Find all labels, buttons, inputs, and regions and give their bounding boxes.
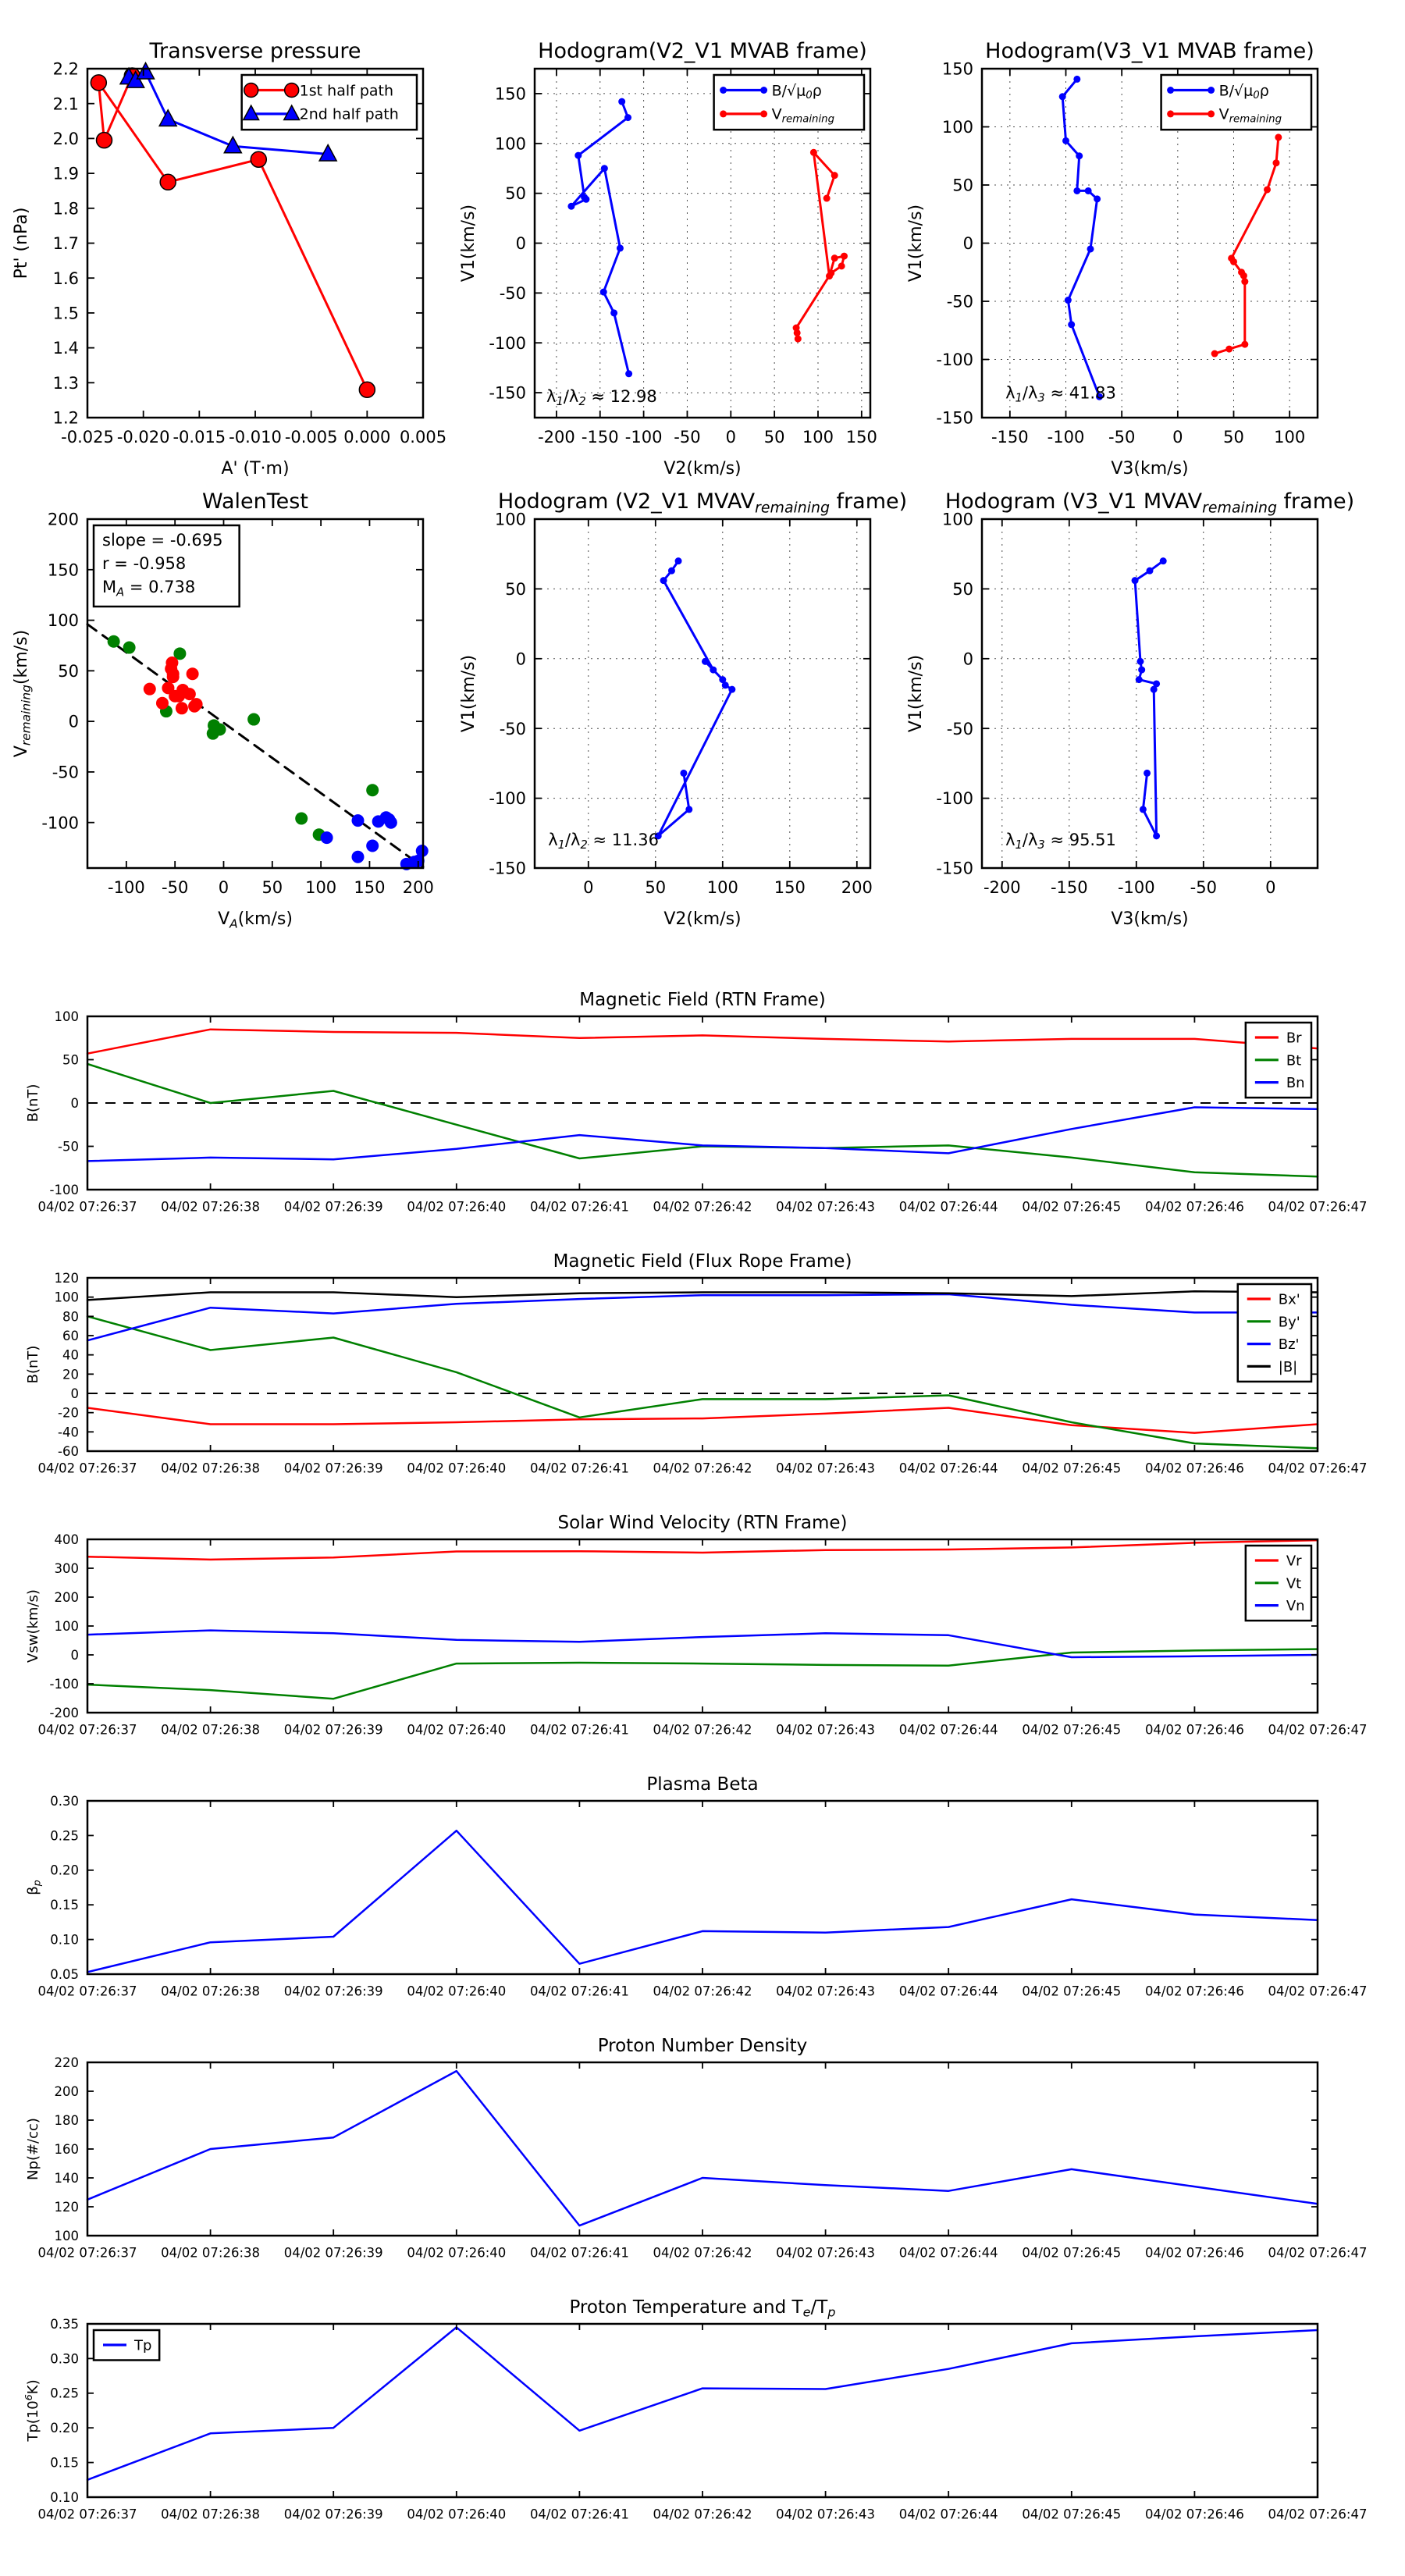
svg-text:-60: -60	[58, 1443, 79, 1459]
svg-text:04/02 07:26:38: 04/02 07:26:38	[161, 2245, 261, 2261]
svg-text:100: 100	[47, 611, 79, 631]
svg-text:-0.025: -0.025	[61, 428, 114, 447]
svg-text:V2(km/s): V2(km/s)	[663, 459, 742, 479]
svg-text:50: 50	[645, 878, 667, 897]
svg-text:-20: -20	[58, 1405, 79, 1421]
svg-text:04/02 07:26:40: 04/02 07:26:40	[407, 1199, 507, 1215]
svg-text:100: 100	[494, 510, 526, 529]
svg-text:04/02 07:26:45: 04/02 07:26:45	[1022, 1199, 1122, 1215]
svg-text:-150: -150	[936, 859, 973, 878]
svg-text:λ1/λ3 ≈ 41.83: $\lambda_1/\lambda_3 \approx 41.83$	[1005, 383, 1116, 405]
svg-text:04/02 07:26:40: 04/02 07:26:40	[407, 2507, 507, 2522]
svg-text:0.25: 0.25	[50, 2386, 79, 2401]
svg-text:04/02 07:26:41: 04/02 07:26:41	[529, 2245, 629, 2261]
svg-text:-100: -100	[936, 350, 973, 370]
svg-text:0.000: 0.000	[343, 428, 391, 447]
chart-hodogram-v3v1-mvav	[906, 489, 1354, 929]
svg-text:04/02 07:26:42: 04/02 07:26:42	[653, 1199, 752, 1215]
svg-text:B(nT): B(nT)	[25, 1083, 41, 1123]
svg-text:0: 0	[1265, 878, 1276, 897]
svg-text:MA = 0.738: $M_A = 0.738$	[102, 578, 196, 600]
svg-text:1.5: 1.5	[52, 304, 79, 323]
chart-proton-number-density	[25, 2036, 1367, 2261]
chart-hodogram-v2v1-mvav	[459, 489, 907, 929]
svg-text:0.15: 0.15	[50, 1898, 79, 1913]
svg-text:λ1/λ3 ≈ 95.51: $\lambda_1/\lambda_3 \approx 95.51$	[1005, 830, 1116, 852]
svg-text:120: 120	[54, 1270, 79, 1286]
svg-text:200: 200	[841, 878, 873, 897]
svg-text:04/02 07:26:46: 04/02 07:26:46	[1144, 1984, 1244, 1999]
svg-text:04/02 07:26:43: 04/02 07:26:43	[776, 1461, 876, 1476]
svg-text:Proton Temperature and Te/Tp: Proton Temperature and $T_e/T_p$	[569, 2297, 836, 2320]
svg-text:100: 100	[802, 428, 834, 447]
svg-text:-0.015: -0.015	[173, 428, 226, 447]
svg-text:-40: -40	[58, 1425, 79, 1440]
chart-hodogram-v3v1-mvab	[906, 39, 1318, 479]
svg-text:Vr: Vr	[1286, 1553, 1302, 1570]
svg-text:Pt' (nPa): Pt' (nPa)	[12, 207, 31, 279]
svg-text:50: 50	[505, 579, 526, 599]
svg-text:04/02 07:26:38: 04/02 07:26:38	[161, 2507, 261, 2522]
svg-text:200: 200	[47, 510, 79, 529]
svg-text:04/02 07:26:44: 04/02 07:26:44	[898, 1199, 998, 1215]
chart-hodogram-v2v1-mvab	[459, 39, 877, 479]
svg-text:04/02 07:26:44: 04/02 07:26:44	[898, 1722, 998, 1738]
svg-text:Bz': Bz'	[1278, 1336, 1300, 1354]
svg-text:60: 60	[62, 1328, 79, 1343]
svg-text:-100: -100	[1047, 428, 1085, 447]
svg-text:04/02 07:26:37: 04/02 07:26:37	[37, 1984, 137, 1999]
svg-text:Hodogram (V2_V1 MVAVremaining: Hodogram (V2_V1 $MVAV_{remaining}$ frame)	[497, 489, 908, 517]
svg-text:150: 150	[845, 428, 877, 447]
svg-text:Hodogram(V2_V1 MVAB frame): Hodogram(V2_V1 MVAB frame)	[538, 39, 867, 63]
svg-text:0: 0	[70, 1095, 79, 1111]
svg-text:04/02 07:26:45: 04/02 07:26:45	[1022, 2245, 1122, 2261]
svg-text:-100: -100	[49, 1676, 79, 1692]
svg-text:-50: -50	[162, 878, 189, 897]
svg-text:-150: -150	[991, 428, 1029, 447]
svg-text:2.1: 2.1	[52, 94, 79, 114]
svg-text:-200: -200	[49, 1705, 79, 1720]
svg-text:200: 200	[402, 878, 434, 897]
svg-text:V1(km/s): V1(km/s)	[906, 204, 926, 283]
svg-text:-50: -50	[1108, 428, 1136, 447]
svg-text:04/02 07:26:47: 04/02 07:26:47	[1268, 2245, 1368, 2261]
svg-text:0.20: 0.20	[50, 2421, 79, 2436]
svg-text:-0.010: -0.010	[229, 428, 282, 447]
svg-text:04/02 07:26:47: 04/02 07:26:47	[1268, 1461, 1368, 1476]
chart-magnetic-field-flux-rope	[25, 1251, 1367, 1476]
svg-text:150: 150	[494, 84, 526, 104]
svg-text:04/02 07:26:42: 04/02 07:26:42	[653, 1722, 752, 1738]
svg-text:1.9: 1.9	[52, 164, 79, 183]
svg-text:V3(km/s): V3(km/s)	[1111, 909, 1189, 929]
svg-text:04/02 07:26:44: 04/02 07:26:44	[898, 1984, 998, 1999]
svg-text:0.30: 0.30	[50, 1793, 79, 1809]
svg-text:0: 0	[1172, 428, 1183, 447]
svg-text:2nd half path: 2nd half path	[299, 105, 399, 123]
svg-text:Vsw(km/s): Vsw(km/s)	[25, 1589, 41, 1663]
svg-text:160: 160	[54, 2141, 79, 2157]
svg-text:-50: -50	[499, 719, 526, 738]
svg-text:04/02 07:26:46: 04/02 07:26:46	[1144, 1461, 1244, 1476]
svg-text:04/02 07:26:43: 04/02 07:26:43	[776, 1984, 876, 1999]
svg-text:04/02 07:26:40: 04/02 07:26:40	[407, 1461, 507, 1476]
svg-text:0: 0	[962, 234, 973, 254]
svg-text:100: 100	[54, 1009, 79, 1024]
svg-text:2.0: 2.0	[52, 129, 79, 148]
svg-text:-150: -150	[936, 408, 973, 428]
svg-text:04/02 07:26:40: 04/02 07:26:40	[407, 1984, 507, 1999]
svg-text:04/02 07:26:45: 04/02 07:26:45	[1022, 1461, 1122, 1476]
svg-text:1.6: 1.6	[52, 269, 79, 288]
svg-text:50: 50	[952, 579, 973, 599]
svg-text:-0.020: -0.020	[116, 428, 170, 447]
svg-text:Vt: Vt	[1286, 1575, 1302, 1592]
svg-text:r = -0.958: r = -0.958	[102, 554, 187, 574]
svg-text:V1(km/s): V1(km/s)	[459, 204, 478, 283]
svg-text:04/02 07:26:38: 04/02 07:26:38	[161, 1461, 261, 1476]
svg-text:04/02 07:26:41: 04/02 07:26:41	[529, 1199, 629, 1215]
svg-text:04/02 07:26:39: 04/02 07:26:39	[283, 1722, 383, 1738]
svg-text:Bx': Bx'	[1278, 1291, 1300, 1308]
svg-text:Hodogram (V3_V1 MVAVremaining: Hodogram (V3_V1 $MVAV_{remaining}$ frame)	[944, 489, 1355, 517]
chart-solar-wind-velocity-rtn	[25, 1513, 1367, 1738]
svg-text:|B|: |B|	[1278, 1358, 1298, 1375]
svg-text:04/02 07:26:47: 04/02 07:26:47	[1268, 1984, 1368, 1999]
svg-text:150: 150	[774, 878, 806, 897]
svg-text:Hodogram(V3_V1 MVAB frame): Hodogram(V3_V1 MVAB frame)	[985, 39, 1314, 63]
svg-text:0: 0	[68, 712, 79, 731]
svg-text:04/02 07:26:39: 04/02 07:26:39	[283, 2507, 383, 2522]
svg-text:Bt: Bt	[1286, 1052, 1302, 1069]
svg-text:100: 100	[941, 118, 973, 137]
svg-text:B/√μ0ρ: $B/√\mu_0\rho$	[1218, 82, 1269, 102]
svg-text:200: 200	[54, 1589, 79, 1605]
svg-text:Vremaining(km/s): $V_{remaining}(km/s)$	[12, 629, 34, 758]
svg-text:-100: -100	[108, 878, 145, 897]
svg-text:04/02 07:26:38: 04/02 07:26:38	[161, 1722, 261, 1738]
svg-text:-200: -200	[983, 878, 1021, 897]
svg-text:λ1/λ2 ≈ 12.98: $\lambda_1/\lambda_2 \approx 12.98$	[546, 386, 657, 409]
svg-text:-50: -50	[58, 1139, 79, 1155]
svg-text:04/02 07:26:37: 04/02 07:26:37	[37, 1199, 137, 1215]
svg-text:-100: -100	[624, 428, 663, 447]
svg-text:0.10: 0.10	[50, 2489, 79, 2505]
svg-text:200: 200	[54, 2083, 79, 2099]
chart-magnetic-field-rtn	[25, 990, 1367, 1215]
svg-text:slope = -0.695: slope = -0.695	[102, 531, 223, 550]
svg-text:0: 0	[70, 1386, 79, 1401]
svg-text:Tp: Tp	[134, 2337, 152, 2354]
svg-text:0.30: 0.30	[50, 2351, 79, 2367]
svg-text:Bn: Bn	[1286, 1075, 1305, 1092]
svg-text:0: 0	[515, 649, 526, 669]
svg-text:140: 140	[54, 2170, 79, 2186]
svg-text:-0.005: -0.005	[284, 428, 338, 447]
svg-text:-100: -100	[489, 789, 526, 809]
svg-text:WalenTest: WalenTest	[202, 489, 308, 514]
svg-text:-150: -150	[581, 428, 619, 447]
svg-text:0: 0	[515, 234, 526, 254]
svg-text:0.25: 0.25	[50, 1828, 79, 1844]
svg-text:-200: -200	[538, 428, 575, 447]
svg-text:04/02 07:26:41: 04/02 07:26:41	[529, 2507, 629, 2522]
svg-text:-50: -50	[52, 763, 79, 782]
svg-text:04/02 07:26:42: 04/02 07:26:42	[653, 2245, 752, 2261]
svg-text:04/02 07:26:42: 04/02 07:26:42	[653, 2507, 752, 2522]
svg-text:04/02 07:26:47: 04/02 07:26:47	[1268, 1199, 1368, 1215]
svg-text:Vremaining: $V_{remaining}$	[1218, 105, 1282, 126]
svg-text:150: 150	[354, 878, 386, 897]
svg-text:04/02 07:26:44: 04/02 07:26:44	[898, 2507, 998, 2522]
svg-text:04/02 07:26:43: 04/02 07:26:43	[776, 2507, 876, 2522]
svg-text:04/02 07:26:41: 04/02 07:26:41	[529, 1984, 629, 1999]
svg-text:Solar Wind Velocity (RTN Frame: Solar Wind Velocity (RTN Frame)	[557, 1513, 848, 1533]
svg-text:λ1/λ2 ≈ 11.36: $\lambda_1/\lambda_2 \approx 11.36$	[548, 830, 659, 852]
svg-text:04/02 07:26:39: 04/02 07:26:39	[283, 1199, 383, 1215]
svg-text:100: 100	[941, 510, 973, 529]
svg-text:VA(km/s): $V_A(km/s)$	[218, 909, 293, 931]
svg-text:0.05: 0.05	[50, 1966, 79, 1982]
chart-walen-test	[12, 489, 434, 930]
svg-text:1.7: 1.7	[52, 234, 79, 254]
svg-text:04/02 07:26:43: 04/02 07:26:43	[776, 1199, 876, 1215]
svg-text:-100: -100	[936, 789, 973, 809]
svg-text:50: 50	[952, 176, 973, 195]
svg-text:100: 100	[54, 1618, 79, 1634]
svg-text:04/02 07:26:47: 04/02 07:26:47	[1268, 1722, 1368, 1738]
svg-text:V2(km/s): V2(km/s)	[663, 909, 742, 929]
svg-text:04/02 07:26:41: 04/02 07:26:41	[529, 1461, 629, 1476]
svg-text:04/02 07:26:46: 04/02 07:26:46	[1144, 1722, 1244, 1738]
svg-text:1.4: 1.4	[52, 339, 79, 358]
svg-text:-100: -100	[49, 1182, 79, 1197]
svg-text:0: 0	[725, 428, 736, 447]
svg-text:04/02 07:26:46: 04/02 07:26:46	[1144, 1199, 1244, 1215]
svg-text:04/02 07:26:45: 04/02 07:26:45	[1022, 1984, 1122, 1999]
svg-text:100: 100	[54, 2228, 79, 2243]
svg-text:Tp(106K): $Tp(10^6K)$	[23, 2379, 41, 2442]
svg-text:180: 180	[54, 2112, 79, 2128]
svg-text:βp: $\beta_p$	[25, 1880, 43, 1895]
svg-text:-100: -100	[489, 333, 526, 353]
svg-text:Br: Br	[1286, 1030, 1302, 1047]
svg-text:-50: -50	[946, 719, 973, 738]
svg-text:220: 220	[54, 2055, 79, 2070]
svg-text:0: 0	[583, 878, 594, 897]
svg-text:-50: -50	[499, 283, 526, 303]
svg-text:04/02 07:26:38: 04/02 07:26:38	[161, 1984, 261, 1999]
svg-text:20: 20	[62, 1367, 79, 1382]
svg-text:150: 150	[941, 59, 973, 79]
svg-text:V3(km/s): V3(km/s)	[1111, 459, 1189, 479]
svg-text:-50: -50	[946, 292, 973, 311]
svg-text:50: 50	[1223, 428, 1244, 447]
svg-text:04/02 07:26:44: 04/02 07:26:44	[898, 2245, 998, 2261]
svg-text:100: 100	[54, 1290, 79, 1305]
svg-text:04/02 07:26:39: 04/02 07:26:39	[283, 2245, 383, 2261]
svg-text:04/02 07:26:39: 04/02 07:26:39	[283, 1461, 383, 1476]
svg-text:04/02 07:26:40: 04/02 07:26:40	[407, 2245, 507, 2261]
svg-text:1.2: 1.2	[52, 408, 79, 428]
svg-text:04/02 07:26:41: 04/02 07:26:41	[529, 1722, 629, 1738]
chart-plasma-beta	[25, 1774, 1367, 1999]
svg-text:Vn: Vn	[1286, 1598, 1305, 1615]
svg-text:04/02 07:26:37: 04/02 07:26:37	[37, 1461, 137, 1476]
svg-text:04/02 07:26:43: 04/02 07:26:43	[776, 1722, 876, 1738]
svg-text:-150: -150	[489, 859, 526, 878]
svg-text:1.8: 1.8	[52, 199, 79, 219]
svg-text:0: 0	[218, 878, 229, 897]
svg-text:Transverse pressure: Transverse pressure	[149, 39, 361, 63]
svg-text:B(nT): B(nT)	[25, 1345, 41, 1384]
svg-text:120: 120	[54, 2199, 79, 2215]
svg-text:04/02 07:26:37: 04/02 07:26:37	[37, 2507, 137, 2522]
svg-text:By': By'	[1278, 1314, 1300, 1331]
svg-text:-150: -150	[1050, 878, 1088, 897]
svg-text:40: 40	[62, 1347, 79, 1363]
svg-text:1st half path: 1st half path	[299, 82, 394, 100]
chart-transverse-pressure	[12, 39, 446, 479]
svg-text:Np(#/cc): Np(#/cc)	[25, 2118, 41, 2180]
svg-text:04/02 07:26:46: 04/02 07:26:46	[1144, 2507, 1244, 2522]
svg-text:1.3: 1.3	[52, 373, 79, 393]
svg-text:04/02 07:26:39: 04/02 07:26:39	[283, 1984, 383, 1999]
svg-text:Plasma Beta: Plasma Beta	[646, 1774, 759, 1795]
svg-text:-150: -150	[489, 383, 526, 403]
svg-text:04/02 07:26:42: 04/02 07:26:42	[653, 1984, 752, 1999]
svg-text:Proton Number Density: Proton Number Density	[597, 2036, 808, 2056]
svg-text:0: 0	[70, 1647, 79, 1663]
svg-text:50: 50	[58, 661, 79, 681]
svg-text:100: 100	[494, 134, 526, 154]
svg-text:04/02 07:26:42: 04/02 07:26:42	[653, 1461, 752, 1476]
svg-text:0.10: 0.10	[50, 1932, 79, 1948]
svg-text:04/02 07:26:45: 04/02 07:26:45	[1022, 1722, 1122, 1738]
svg-text:04/02 07:26:45: 04/02 07:26:45	[1022, 2507, 1122, 2522]
svg-text:04/02 07:26:46: 04/02 07:26:46	[1144, 2245, 1244, 2261]
svg-text:100: 100	[305, 878, 337, 897]
svg-text:V1(km/s): V1(km/s)	[459, 654, 478, 733]
svg-text:B/√μ0ρ: $B/√\mu_0\rho$	[771, 82, 822, 102]
svg-text:04/02 07:26:37: 04/02 07:26:37	[37, 1722, 137, 1738]
svg-text:300: 300	[54, 1560, 79, 1576]
svg-text:04/02 07:26:37: 04/02 07:26:37	[37, 2245, 137, 2261]
svg-text:A' (T·m): A' (T·m)	[221, 459, 290, 479]
svg-text:0.35: 0.35	[50, 2316, 79, 2332]
svg-text:0.20: 0.20	[50, 1863, 79, 1878]
svg-text:Vremaining: $V_{remaining}$	[771, 105, 835, 126]
svg-text:04/02 07:26:43: 04/02 07:26:43	[776, 2245, 876, 2261]
svg-text:50: 50	[763, 428, 785, 447]
svg-text:100: 100	[706, 878, 738, 897]
svg-text:-100: -100	[1117, 878, 1155, 897]
svg-text:Magnetic Field (Flux Rope Fram: Magnetic Field (Flux Rope Frame)	[553, 1251, 852, 1272]
svg-text:04/02 07:26:40: 04/02 07:26:40	[407, 1722, 507, 1738]
svg-text:-50: -50	[1190, 878, 1217, 897]
svg-text:150: 150	[47, 560, 79, 580]
svg-text:50: 50	[261, 878, 283, 897]
svg-text:04/02 07:26:38: 04/02 07:26:38	[161, 1199, 261, 1215]
svg-text:2.2: 2.2	[52, 59, 79, 79]
svg-text:50: 50	[62, 1052, 79, 1068]
svg-text:V1(km/s): V1(km/s)	[906, 654, 926, 733]
svg-text:04/02 07:26:44: 04/02 07:26:44	[898, 1461, 998, 1476]
svg-text:50: 50	[505, 184, 526, 204]
svg-text:-50: -50	[674, 428, 701, 447]
svg-text:0.005: 0.005	[399, 428, 447, 447]
svg-text:0.15: 0.15	[50, 2455, 79, 2471]
svg-text:Magnetic Field (RTN Frame): Magnetic Field (RTN Frame)	[579, 990, 826, 1010]
svg-text:80: 80	[62, 1309, 79, 1325]
chart-proton-temperature	[23, 2297, 1367, 2522]
svg-text:04/02 07:26:47: 04/02 07:26:47	[1268, 2507, 1368, 2522]
svg-text:0: 0	[962, 649, 973, 669]
svg-text:-100: -100	[41, 813, 79, 833]
svg-text:100: 100	[1274, 428, 1306, 447]
svg-text:400: 400	[54, 1532, 79, 1547]
